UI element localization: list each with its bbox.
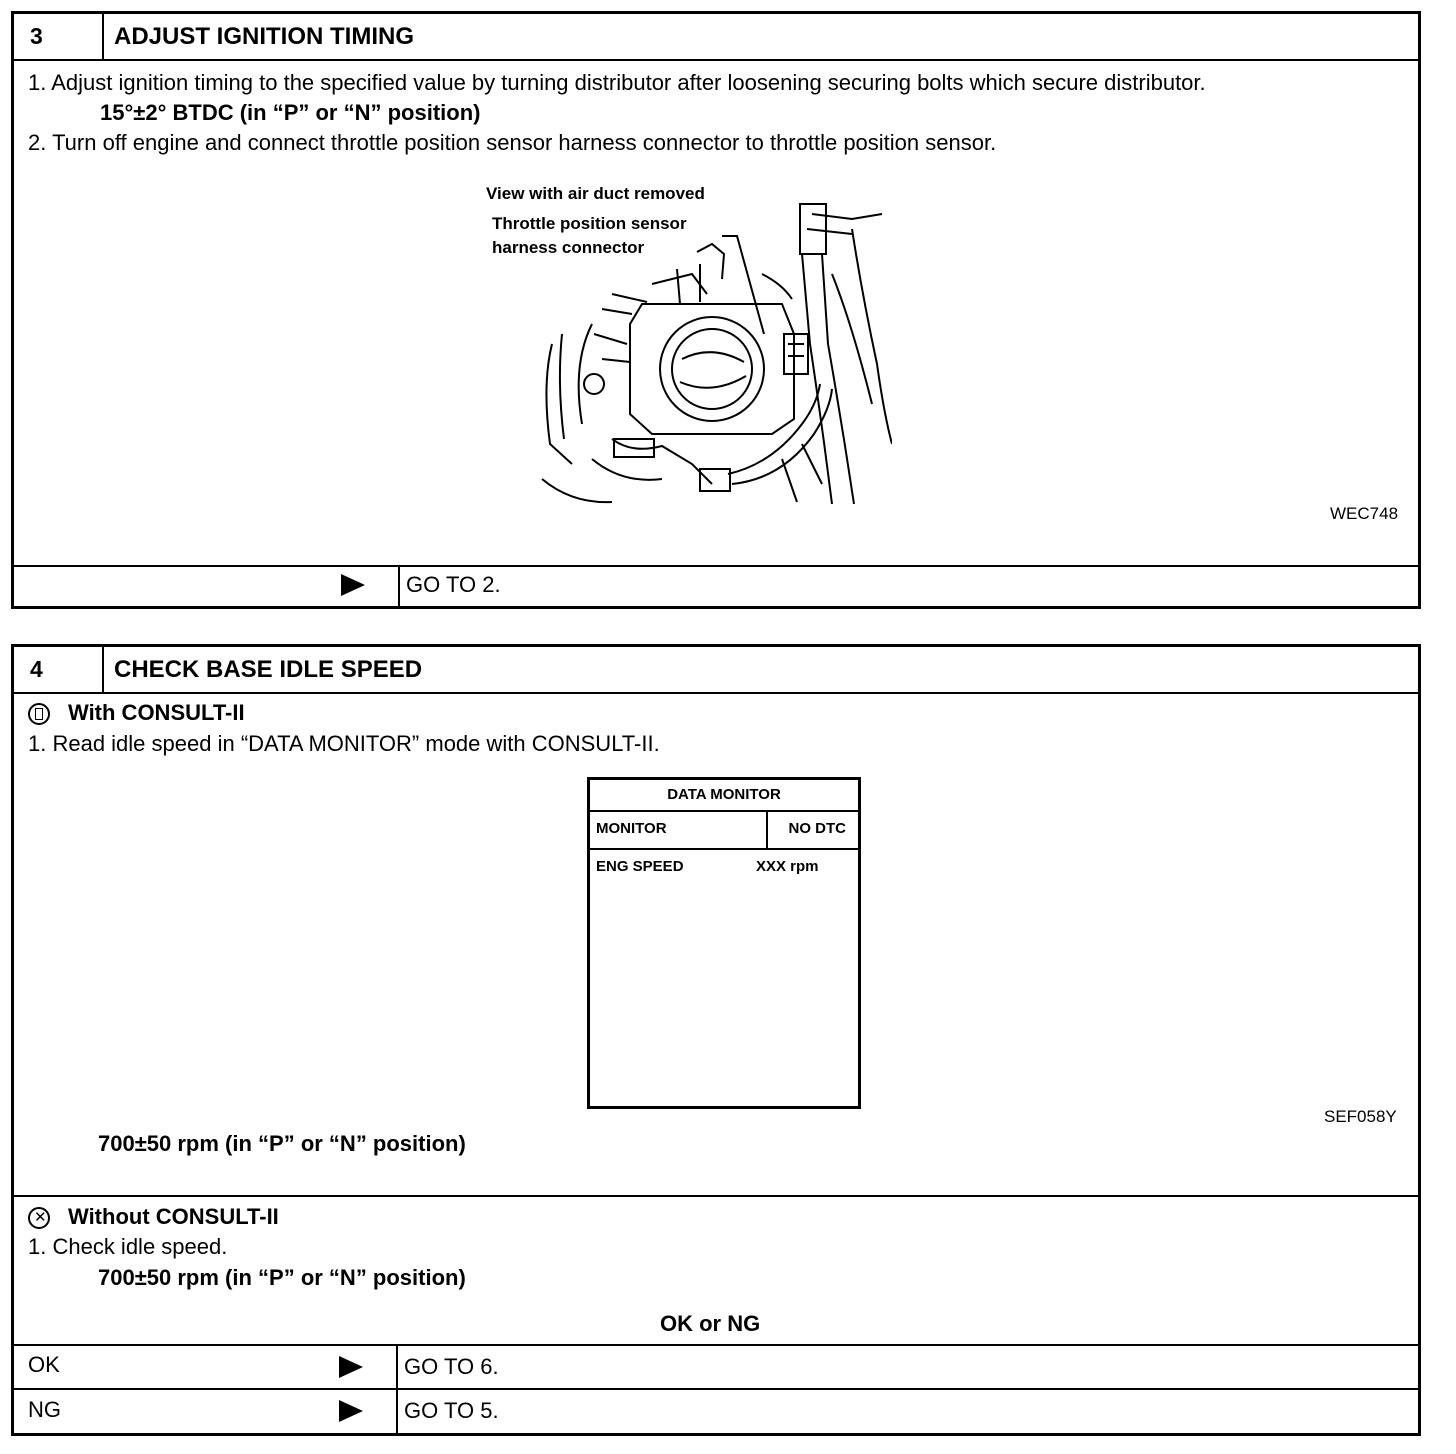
monitor-item-value: XXX rpm [756, 858, 819, 875]
step-number: 4 [14, 647, 104, 692]
section-title: CHECK BASE IDLE SPEED [114, 656, 423, 683]
monitor-column-label: MONITOR [596, 820, 667, 837]
figure-caption-view: View with air duct removed [486, 184, 705, 203]
ng-label: NG [28, 1397, 61, 1422]
ok-label: OK [28, 1352, 60, 1377]
divider [14, 1195, 1418, 1197]
timing-spec: 15°±2° BTDC (in “P” or “N” position) [100, 100, 481, 125]
idle-speed-spec-with-consult: 700±50 rpm (in “P” or “N” position) [98, 1131, 466, 1156]
ng-result-go-to[interactable]: GO TO 5. [404, 1398, 499, 1423]
section-header [14, 14, 1418, 61]
right-arrow-icon [339, 1356, 363, 1378]
data-monitor-screen [587, 777, 861, 1109]
idle-speed-spec-without-consult: 700±50 rpm (in “P” or “N” position) [98, 1265, 466, 1290]
throttle-body-illustration [532, 184, 892, 504]
divider [14, 1388, 1418, 1390]
section-header [14, 647, 1418, 694]
divider [14, 565, 1418, 567]
ok-result-go-to[interactable]: GO TO 6. [404, 1354, 499, 1379]
figure-code: SEF058Y [1324, 1107, 1397, 1126]
divider [14, 1344, 1418, 1346]
section-adjust-ignition-timing [11, 11, 1421, 609]
with-step-1-text: 1. Read idle speed in “DATA MONITOR” mode with CONSULT-II. [28, 731, 660, 756]
consult-icon [28, 703, 50, 725]
without-consult-heading: Without CONSULT-II [68, 1204, 279, 1229]
step-2-text: 2. Turn off engine and connect throttle position sensor harness connector to throttle position sensor. [28, 130, 997, 155]
divider [396, 1344, 398, 1433]
data-monitor-title: DATA MONITOR [590, 780, 858, 812]
right-arrow-icon [341, 574, 365, 596]
result-go-to[interactable]: GO TO 2. [406, 572, 501, 597]
with-consult-heading: With CONSULT-II [68, 700, 245, 725]
monitor-item-name: ENG SPEED [596, 858, 684, 875]
step-1-text: 1. Adjust ignition timing to the specified value by turning distributor after loosening securing bolts which secure distributor. [28, 70, 1206, 95]
section-check-base-idle-speed [11, 644, 1421, 1436]
section-title: ADJUST IGNITION TIMING [114, 23, 414, 50]
data-monitor-header-row [590, 810, 858, 850]
right-arrow-icon [339, 1400, 363, 1422]
figure-caption-sensor: Throttle position sensor [492, 214, 687, 233]
ok-or-ng-label: OK or NG [660, 1311, 761, 1336]
without-step-1-text: 1. Check idle speed. [28, 1234, 228, 1259]
step-number: 3 [14, 14, 104, 59]
no-consult-icon: ✕ [28, 1207, 50, 1229]
divider [766, 810, 768, 848]
no-dtc-label: NO DTC [788, 820, 846, 837]
figure-caption-connector: harness connector [492, 238, 645, 257]
divider [398, 565, 400, 606]
figure-code: WEC748 [1330, 504, 1399, 523]
